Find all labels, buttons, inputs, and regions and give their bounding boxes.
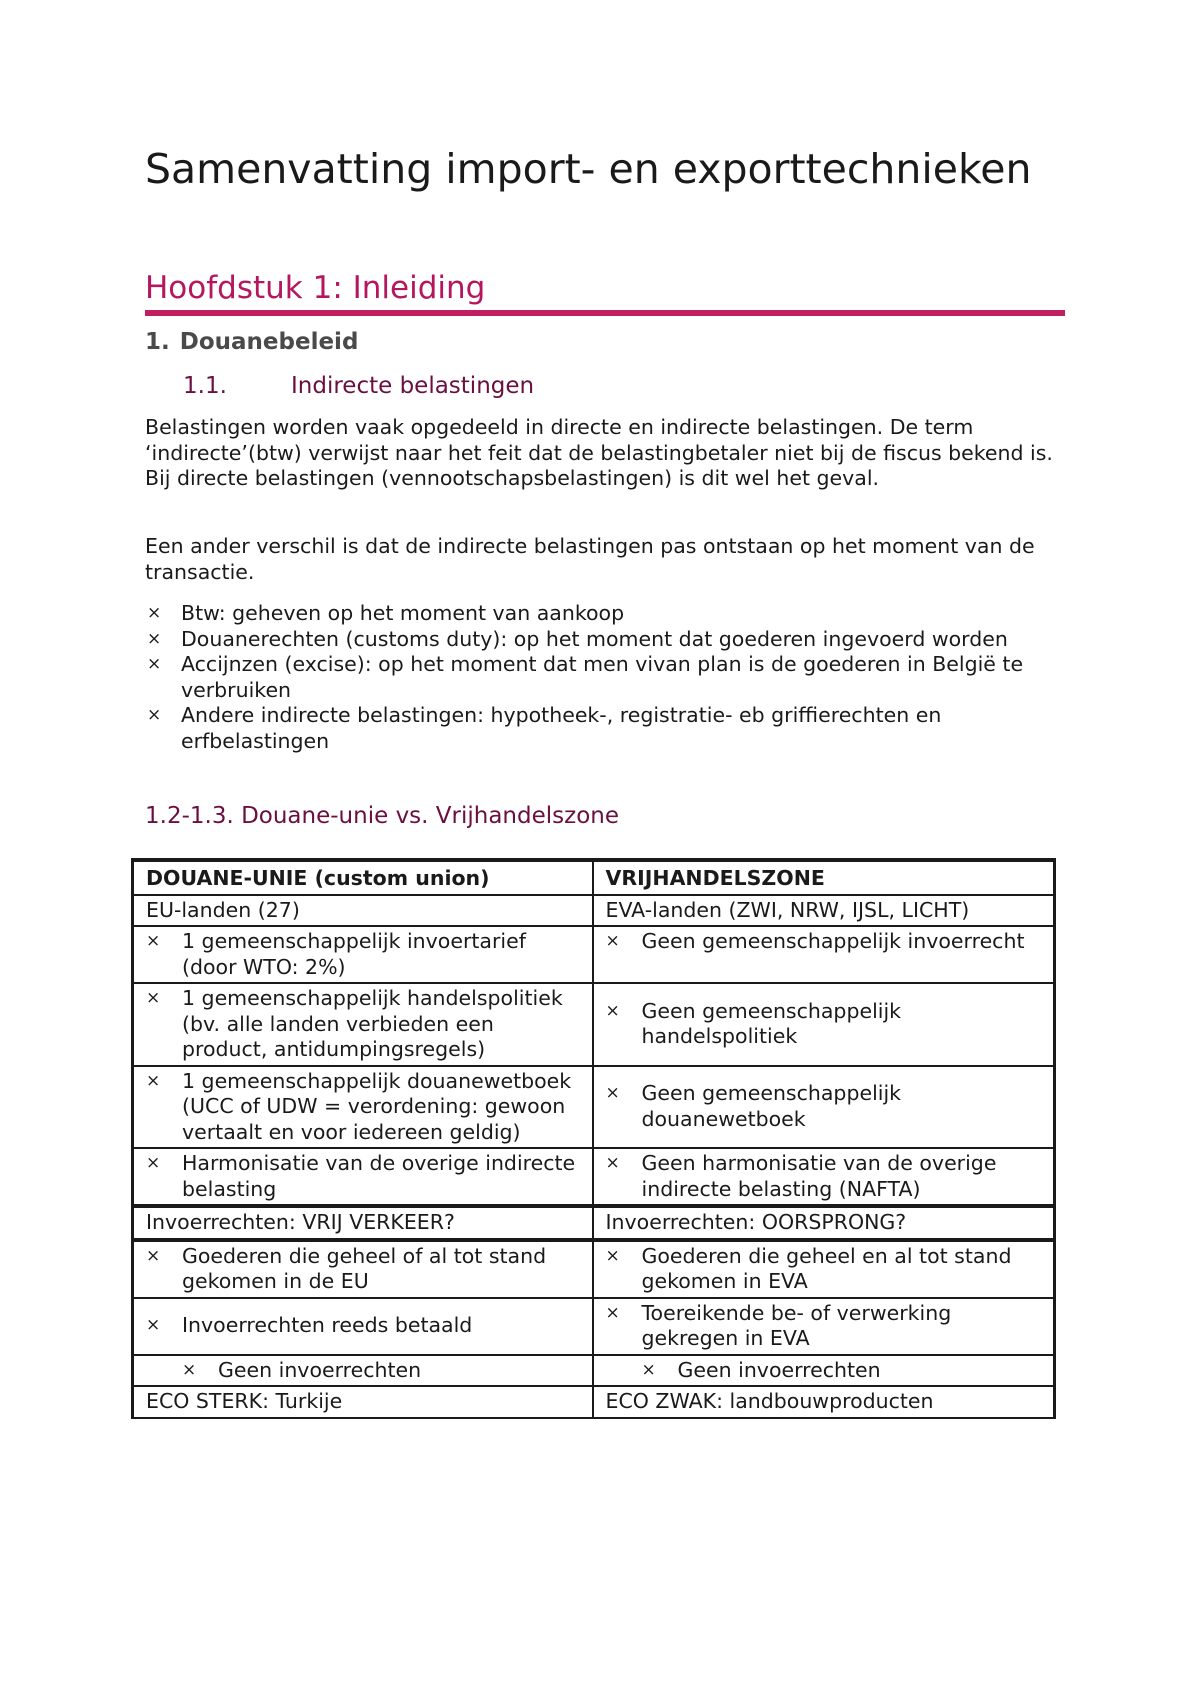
table-cell-text: Geen invoerrechten bbox=[218, 1357, 422, 1382]
table-cell: Invoerrechten: OORSPRONG? bbox=[593, 1206, 1055, 1240]
subsection-number: 1.1. bbox=[183, 373, 227, 399]
table-cell-text: Invoerrechten reeds betaald bbox=[182, 1313, 473, 1338]
cross-bullet-icon: × bbox=[605, 931, 620, 951]
table-header-row bbox=[133, 860, 1055, 895]
section-heading-douanebeleid bbox=[145, 326, 358, 358]
table-row bbox=[133, 1355, 1055, 1387]
table-cell bbox=[593, 1298, 1055, 1355]
cross-bullet-icon: × bbox=[146, 1070, 161, 1091]
table-row bbox=[133, 1386, 1055, 1418]
cross-bullet-icon: × bbox=[605, 1083, 620, 1104]
list-item-text: Btw: geheven op het moment van aankoop bbox=[181, 601, 625, 625]
section-number: 1. bbox=[145, 329, 170, 355]
cross-bullet-icon: × bbox=[146, 1245, 161, 1266]
table-cell bbox=[133, 1148, 593, 1206]
table-row bbox=[133, 926, 1055, 983]
table-cell-text: Geen gemeenschappelijk douanewetboek bbox=[641, 1081, 902, 1131]
table-row bbox=[133, 895, 1055, 927]
cross-bullet-icon: × bbox=[146, 931, 161, 951]
table-cell: EU-landen (27) bbox=[133, 895, 593, 927]
table-cell-text: 1 gemeenschappelijk invoertarief (door WTO: 2%) bbox=[182, 929, 526, 979]
subsection-heading-indirecte-belastingen bbox=[183, 370, 534, 402]
table-cell bbox=[133, 1066, 593, 1149]
table-cell-text: Goederen die geheel en al tot stand gekomen in EVA bbox=[641, 1243, 1012, 1293]
cross-bullet-icon: × bbox=[146, 1315, 161, 1336]
table-cell bbox=[593, 926, 1055, 983]
table-cell bbox=[133, 1240, 593, 1298]
table-row bbox=[133, 1148, 1055, 1206]
table-cell-text: Geen harmonisatie van de overige indirecte belasting (NAFTA) bbox=[641, 1151, 997, 1201]
table-cell bbox=[593, 983, 1055, 1066]
table-cell-text: Geen invoerrechten bbox=[677, 1357, 881, 1382]
table-header-cell: DOUANE-UNIE (custom union) bbox=[133, 860, 593, 895]
table-cell-text: Toereikende be- of verwerking gekregen in EVA bbox=[641, 1300, 952, 1350]
table-cell-text: 1 gemeenschappelijk douanewetboek (UCC of UDW = verordening: gewoon vertaalt en voor iedereen geldig) bbox=[182, 1068, 572, 1144]
table-section-row bbox=[133, 1206, 1055, 1240]
list-item-text: Accijnzen (excise): op het moment dat men vivan plan is de goederen in België te verbruiken bbox=[181, 652, 1024, 702]
table-cell: ECO ZWAK: landbouwproducten bbox=[593, 1386, 1055, 1418]
table-cell bbox=[133, 1355, 593, 1387]
table-cell bbox=[593, 1148, 1055, 1206]
cross-bullet-icon: × bbox=[605, 1153, 620, 1173]
subsection-title: Indirecte belastingen bbox=[291, 373, 535, 399]
table-cell-text: Geen gemeenschappelijk handelspolitiek bbox=[641, 998, 902, 1049]
table-cell-text: 1 gemeenschappelijk handelspolitiek (bv. alle landen verbieden een product, antidumpingsregels) bbox=[182, 986, 563, 1061]
list-item bbox=[145, 601, 1065, 627]
table-cell-text: Harmonisatie van de overige indirecte belasting bbox=[182, 1151, 576, 1201]
table-row bbox=[133, 1066, 1055, 1149]
table-cell bbox=[133, 1298, 593, 1355]
list-item bbox=[145, 627, 1065, 653]
table-header-cell: VRIJHANDELSZONE bbox=[593, 860, 1055, 895]
table-row bbox=[133, 1240, 1055, 1298]
bullet-list bbox=[145, 601, 1065, 754]
cross-bullet-icon: × bbox=[641, 1359, 656, 1380]
table-cell-text: Geen gemeenschappelijk invoerrecht bbox=[641, 929, 1025, 953]
document-title: Samenvatting import- en exporttechnieken bbox=[145, 145, 1032, 193]
table-cell: EVA-landen (ZWI, NRW, IJSL, LICHT) bbox=[593, 895, 1055, 927]
paragraph: Een ander verschil is dat de indirecte belastingen pas ontstaan op het moment van de transactie. bbox=[145, 534, 1035, 584]
list-item-text: Douanerechten (customs duty): op het moment dat goederen ingevoerd worden bbox=[181, 626, 1008, 651]
cross-bullet-icon: × bbox=[605, 1000, 620, 1021]
cross-bullet-icon: × bbox=[147, 603, 162, 623]
paragraph: Belastingen worden vaak opgedeeld in directe en indirecte belastingen. De term ‘indirecte’(btw) verwijst naar het feit dat de belastingbetaler niet bij de fiscus bekend is. Bij directe belastingen (vennootschapsbelastingen) is dit wel het geval. bbox=[145, 415, 1053, 490]
comparison-table bbox=[131, 858, 1056, 1419]
list-item bbox=[145, 652, 1065, 703]
table-cell bbox=[593, 1355, 1055, 1387]
table-row bbox=[133, 983, 1055, 1066]
chapter-heading: Hoofdstuk 1: Inleiding bbox=[145, 270, 486, 306]
cross-bullet-icon: × bbox=[605, 1245, 620, 1266]
cross-bullet-icon: × bbox=[146, 1153, 161, 1173]
cross-bullet-icon: × bbox=[146, 988, 161, 1008]
chapter-divider bbox=[145, 310, 1065, 316]
list-item bbox=[145, 703, 1065, 754]
table-cell bbox=[133, 983, 593, 1066]
table-cell-text: Goederen die geheel of al tot stand gekomen in de EU bbox=[182, 1243, 547, 1293]
subsection-heading-douane-unie-vs-vrijhandelszone: 1.2-1.3. Douane-unie vs. Vrijhandelszone bbox=[145, 803, 619, 829]
table-cell bbox=[593, 1240, 1055, 1298]
list-item-text: Andere indirecte belastingen: hypotheek-, registratie- eb griffierechten en erfbelastingen bbox=[181, 703, 942, 753]
cross-bullet-icon: × bbox=[147, 705, 162, 725]
table-cell: Invoerrechten: VRIJ VERKEER? bbox=[133, 1206, 593, 1240]
table-row bbox=[133, 1298, 1055, 1355]
cross-bullet-icon: × bbox=[605, 1302, 620, 1323]
table-cell bbox=[593, 1066, 1055, 1149]
cross-bullet-icon: × bbox=[147, 654, 162, 674]
section-title: Douanebeleid bbox=[179, 329, 359, 355]
table-cell bbox=[133, 926, 593, 983]
table-cell: ECO STERK: Turkije bbox=[133, 1386, 593, 1418]
cross-bullet-icon: × bbox=[147, 628, 162, 649]
cross-bullet-icon: × bbox=[182, 1359, 197, 1380]
